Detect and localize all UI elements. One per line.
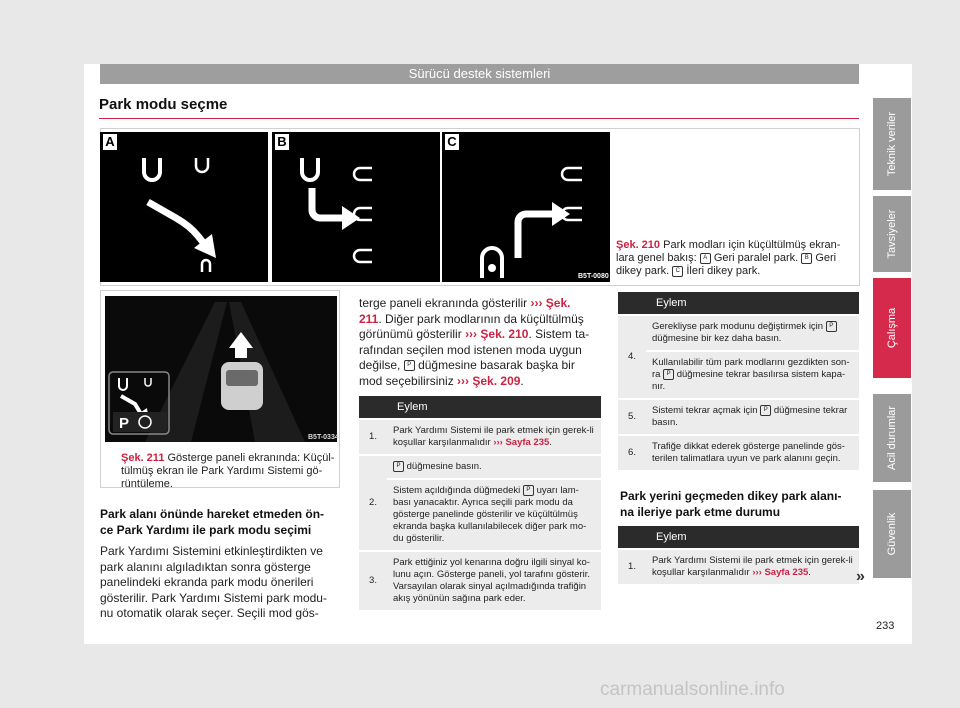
letter-box-b: B xyxy=(801,253,812,264)
side-tab-safety[interactable] xyxy=(873,490,911,578)
side-tab-label: Güvenlik xyxy=(886,512,898,556)
figure-211-ref: Şek. 211 xyxy=(121,452,165,464)
table-row xyxy=(618,400,859,434)
paragraph-line: düğmesine basarak başka bir xyxy=(418,358,575,372)
section-title: Park modu seçme xyxy=(99,96,228,113)
step-text-part: Park Yardımı Sistemi ile park etmek için gerek-li koşullar karşılanmalıdır xyxy=(393,425,594,448)
caption-text: Gösterge paneli ekranında: Küçül- xyxy=(167,452,335,464)
panel-letter-b: B xyxy=(275,134,289,150)
side-tab-label: Tavsiyeler xyxy=(886,209,898,259)
caption-text: dikey park. xyxy=(616,265,670,277)
figure-link[interactable]: ››› Şek. 209 xyxy=(457,373,521,388)
middle-paragraph xyxy=(359,296,605,389)
step-text-part: . xyxy=(808,567,811,578)
continue-arrow-icon: » xyxy=(856,568,865,585)
figure-210-panel-a xyxy=(100,132,268,282)
step-text-part: Park Yardımı Sistemi ile park etmek için gerek-li koşullar karşılanmalıdır xyxy=(652,555,853,578)
park-assist-button-icon: P xyxy=(393,461,404,472)
caption-text: Geri xyxy=(815,252,837,264)
step-text-part: uyarı lam-bası yanacaktır. Ayrıca seçili park modu da gösterge panelinde gösterilir ve küçültülmüş ekranda başka kullanılabilecek diğer park mo-du gösterilir. xyxy=(393,485,587,545)
table-row xyxy=(618,352,859,398)
side-tab-operation[interactable] xyxy=(873,278,911,378)
step-number: 4. xyxy=(618,316,646,398)
caption-text: tülmüş ekran ile Park Yardımı Sistemi gö- xyxy=(121,465,323,477)
step-number: 1. xyxy=(618,550,646,584)
table-row xyxy=(359,552,601,610)
figure-link[interactable]: 211 xyxy=(359,311,379,326)
figure-211-caption xyxy=(121,452,341,491)
step-text-part: düğmesine basın. xyxy=(406,461,482,473)
step-text-part: Sistem açıldığında düğmedeki xyxy=(393,485,521,497)
caption-text: İleri dikey park. xyxy=(686,265,761,277)
subheading-line: na ileriye park etme durumu xyxy=(620,504,781,519)
step-number: 1. xyxy=(359,420,387,454)
paragraph-line: park alanını algıladıktan sonra gösterge xyxy=(100,559,311,574)
figure-link[interactable]: ››› Şek. 210 xyxy=(465,327,529,341)
table-header-num xyxy=(618,292,646,314)
park-assist-button-icon: P xyxy=(760,405,771,416)
right-subheading xyxy=(620,489,860,520)
step-text-part: düğmesine tekrar basılırsa sistem kapa-nır. xyxy=(652,369,846,393)
figure-211-image xyxy=(105,296,337,442)
paragraph-line: panelindeki ekranda park modu önerileri xyxy=(100,575,314,589)
steps-table-1 xyxy=(359,394,601,612)
letter-box-c: C xyxy=(672,266,683,277)
table-header: Eylem xyxy=(387,396,601,418)
panel-letter-a: A xyxy=(103,134,117,150)
step-number: 2. xyxy=(359,456,387,550)
reverse-parallel-icon xyxy=(118,142,268,280)
figure-211-code: B5T-0334 xyxy=(308,434,339,441)
figure-210-caption xyxy=(616,239,856,278)
paragraph-line: görünümü gösterilir xyxy=(359,327,462,341)
park-assist-button-icon: P xyxy=(523,485,534,496)
paragraph-line: . xyxy=(520,373,524,388)
figure-210-panel-c xyxy=(442,132,610,282)
caption-text: Park modları için küçültülmüş ekran- xyxy=(663,239,841,251)
table-row xyxy=(618,316,859,350)
caption-text: rüntüleme. xyxy=(121,478,173,490)
page-link[interactable]: ››› Sayfa 235 xyxy=(752,567,809,578)
side-tab-technical-data[interactable] xyxy=(873,98,911,190)
step-text-part: Gerekliyse park modunu değiştirmek için xyxy=(652,321,824,333)
paragraph-line: Park Yardımı Sistemini etkinleştirdikten ve xyxy=(100,544,323,558)
step-text xyxy=(646,400,859,434)
side-tab-label: Teknik veriler xyxy=(886,111,898,177)
svg-text:P: P xyxy=(119,415,130,432)
park-assist-button-icon: P xyxy=(404,360,415,371)
subheading-line: Park alanı önünde hareket etmeden ön- xyxy=(100,507,325,521)
paragraph-line: rafından seçilen mod istenen moda uygun xyxy=(359,342,582,357)
cluster-display-illustration xyxy=(105,296,337,442)
side-tab-emergencies[interactable] xyxy=(873,394,911,482)
section-rule xyxy=(99,118,859,119)
step-number: 6. xyxy=(618,436,646,470)
step-number: 5. xyxy=(618,400,646,434)
step-text xyxy=(387,456,601,478)
table-row xyxy=(618,436,859,470)
step-text xyxy=(387,420,601,454)
watermark: carmanualsonline.info xyxy=(600,679,785,700)
subheading-line: ce Park Yardımı ile park modu seçimi xyxy=(100,522,312,537)
paragraph-line: . Sistem ta- xyxy=(528,327,590,341)
step-text-part: . xyxy=(549,437,552,448)
step-text xyxy=(387,480,601,550)
step-text-part: düğmesine bir kez daha basın. xyxy=(652,333,782,345)
park-assist-button-icon: P xyxy=(826,321,837,332)
page-number: 233 xyxy=(876,620,895,632)
paragraph-line: mod seçebilirsiniz xyxy=(359,373,454,388)
paragraph-line: terge paneli ekranında gösterilir xyxy=(359,296,528,310)
left-paragraph xyxy=(100,544,345,622)
figure-210-ref: Şek. 210 xyxy=(616,239,661,251)
paragraph-line: gösterilir. Park Yardımı Sistemi park modu- xyxy=(100,590,327,605)
side-tab-advice[interactable] xyxy=(873,196,911,272)
forward-perpendicular-icon xyxy=(460,142,610,280)
caption-text: Geri paralel park. xyxy=(713,252,799,264)
side-tab-label: Çalışma xyxy=(886,307,898,349)
running-header: Sürücü destek sistemleri xyxy=(100,64,859,84)
table-header: Eylem xyxy=(646,526,859,548)
reverse-perpendicular-icon xyxy=(290,142,440,280)
step-text-part: Kullanılabilir tüm park modlarını gezdikten son-ra xyxy=(652,357,850,381)
step-text xyxy=(646,352,859,398)
table-header-row xyxy=(618,526,859,548)
subheading-line: Park yerini geçmeden dikey park alanı- xyxy=(620,489,842,503)
table-header-row xyxy=(618,292,859,314)
park-assist-button-icon: P xyxy=(663,369,674,380)
paragraph-line: değilse, xyxy=(359,358,401,372)
figure-link[interactable]: ››› Şek. xyxy=(530,296,571,310)
paragraph-line: . Diğer park modlarının da küçültülmüş xyxy=(378,311,584,326)
step-text xyxy=(646,316,859,350)
table-header-num xyxy=(359,396,387,418)
step-text: Park ettiğiniz yol kenarına doğru ilgili sinyal ko-lunu açın. Gösterge paneli, yol tarafını gösterir. Varsayılan olarak sinyal açılmadığında trafiğin akış yönünün sağına park eder. xyxy=(387,552,601,610)
figure-210-panel-b xyxy=(272,132,440,282)
step-number: 3. xyxy=(359,552,387,610)
left-subheading xyxy=(100,507,340,538)
steps-table-2 xyxy=(618,290,859,472)
table-row xyxy=(359,420,601,454)
paragraph-line: nu otomatik olarak seçer. Seçili mod gös- xyxy=(100,606,319,620)
table-header: Eylem xyxy=(646,292,859,314)
letter-box-a: A xyxy=(700,253,711,264)
step-text-part: düğmesine tekrar basın. xyxy=(652,405,848,429)
table-row xyxy=(359,480,601,550)
panel-letter-c: C xyxy=(445,134,459,150)
side-tab-label: Acil durumlar xyxy=(886,405,898,471)
figure-210-code: B5T-0080 xyxy=(578,273,609,280)
table-row xyxy=(359,456,601,478)
step-text xyxy=(646,550,859,584)
page-link[interactable]: ››› Sayfa 235 xyxy=(493,437,550,448)
steps-table-3 xyxy=(618,524,859,586)
step-text: Trafiğe dikkat ederek gösterge panelinde gös-terilen talimatlara uyun ve park alanını geçin. xyxy=(646,436,859,470)
table-header-row xyxy=(359,396,601,418)
caption-text: lara genel bakış: xyxy=(616,252,697,264)
step-text-part: Sistemi tekrar açmak için xyxy=(652,405,758,417)
table-header-num xyxy=(618,526,646,548)
table-row xyxy=(618,550,859,584)
